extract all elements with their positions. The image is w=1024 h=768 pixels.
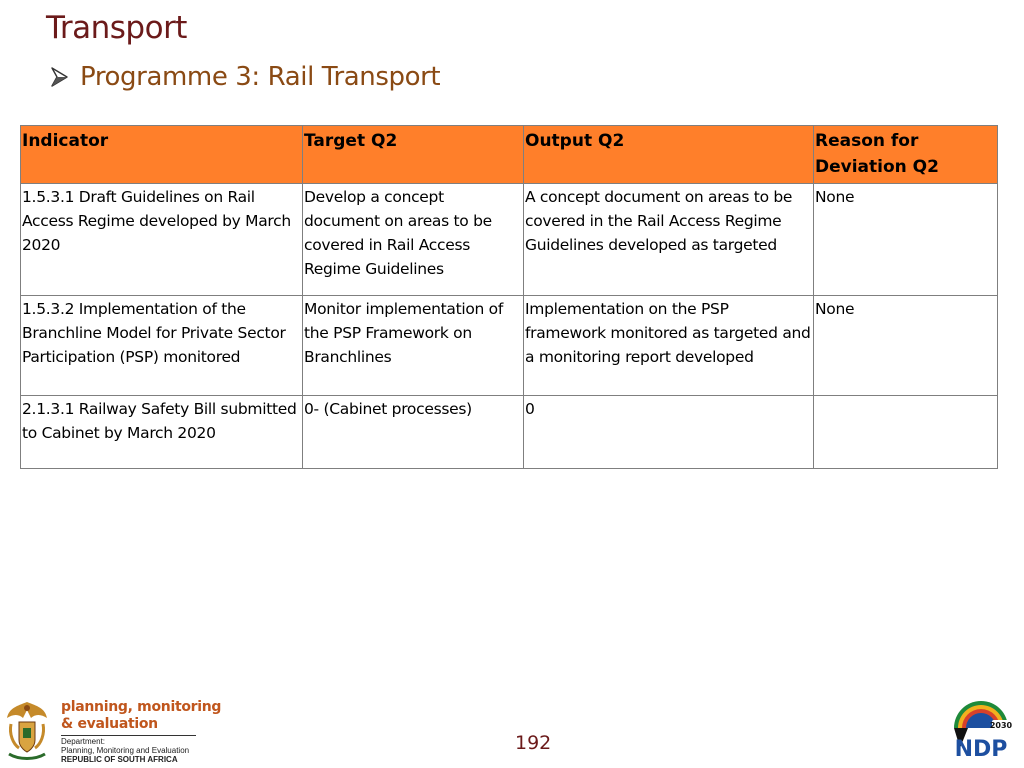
footer-brand-line1: planning, monitoring bbox=[61, 699, 222, 715]
table-header-row bbox=[21, 126, 998, 184]
footer-brand-line2: & evaluation bbox=[61, 716, 158, 732]
footer-dept-line2: Planning, Monitoring and Evaluation bbox=[61, 746, 190, 755]
subtitle-row bbox=[50, 62, 440, 92]
cell-output: A concept document on areas to be covered in the Rail Access Regime Guidelines developed as targeted bbox=[524, 184, 814, 296]
ndp-text-label: NDP bbox=[954, 737, 1008, 760]
slide-title: Transport bbox=[46, 10, 187, 46]
cell-indicator: 1.5.3.1 Draft Guidelines on Rail Access Regime developed by March 2020 bbox=[21, 184, 303, 296]
cell-output: Implementation on the PSP framework monitored as targeted and a monitoring report developed bbox=[524, 296, 814, 396]
arrowhead-bullet-icon bbox=[50, 65, 70, 89]
footer-dept-line1: Department: bbox=[61, 737, 106, 746]
indicator-table bbox=[20, 125, 998, 469]
table-row bbox=[21, 296, 998, 396]
header-indicator: Indicator bbox=[21, 126, 303, 184]
cell-reason: None bbox=[814, 296, 998, 396]
ndp-2030-logo bbox=[948, 698, 1014, 760]
cell-target: 0- (Cabinet processes) bbox=[303, 396, 524, 469]
footer-dept-line3: REPUBLIC OF SOUTH AFRICA bbox=[61, 755, 178, 764]
footer-brand bbox=[61, 699, 221, 733]
cell-indicator: 2.1.3.1 Railway Safety Bill submitted to Cabinet by March 2020 bbox=[21, 396, 303, 469]
footer-department bbox=[61, 737, 189, 764]
cell-indicator: 1.5.3.2 Implementation of the Branchline Model for Private Sector Participation (PSP) monitored bbox=[21, 296, 303, 396]
header-output-q2: Output Q2 bbox=[524, 126, 814, 184]
slide-subtitle: Programme 3: Rail Transport bbox=[80, 62, 441, 92]
coat-of-arms-logo bbox=[3, 698, 51, 764]
footer-divider bbox=[61, 735, 196, 736]
header-reason-for-deviation-q2: Reason for Deviation Q2 bbox=[814, 126, 998, 184]
header-target-q2: Target Q2 bbox=[303, 126, 524, 184]
cell-target: Monitor implementation of the PSP Framework on Branchlines bbox=[303, 296, 524, 396]
page-number: 192 bbox=[515, 732, 552, 754]
ndp-year-label: 2030 bbox=[989, 721, 1013, 730]
table-row bbox=[21, 396, 998, 469]
cell-output: 0 bbox=[524, 396, 814, 469]
table-row bbox=[21, 184, 998, 296]
cell-reason bbox=[814, 396, 998, 469]
cell-reason: None bbox=[814, 184, 998, 296]
cell-target: Develop a concept document on areas to be covered in Rail Access Regime Guidelines bbox=[303, 184, 524, 296]
